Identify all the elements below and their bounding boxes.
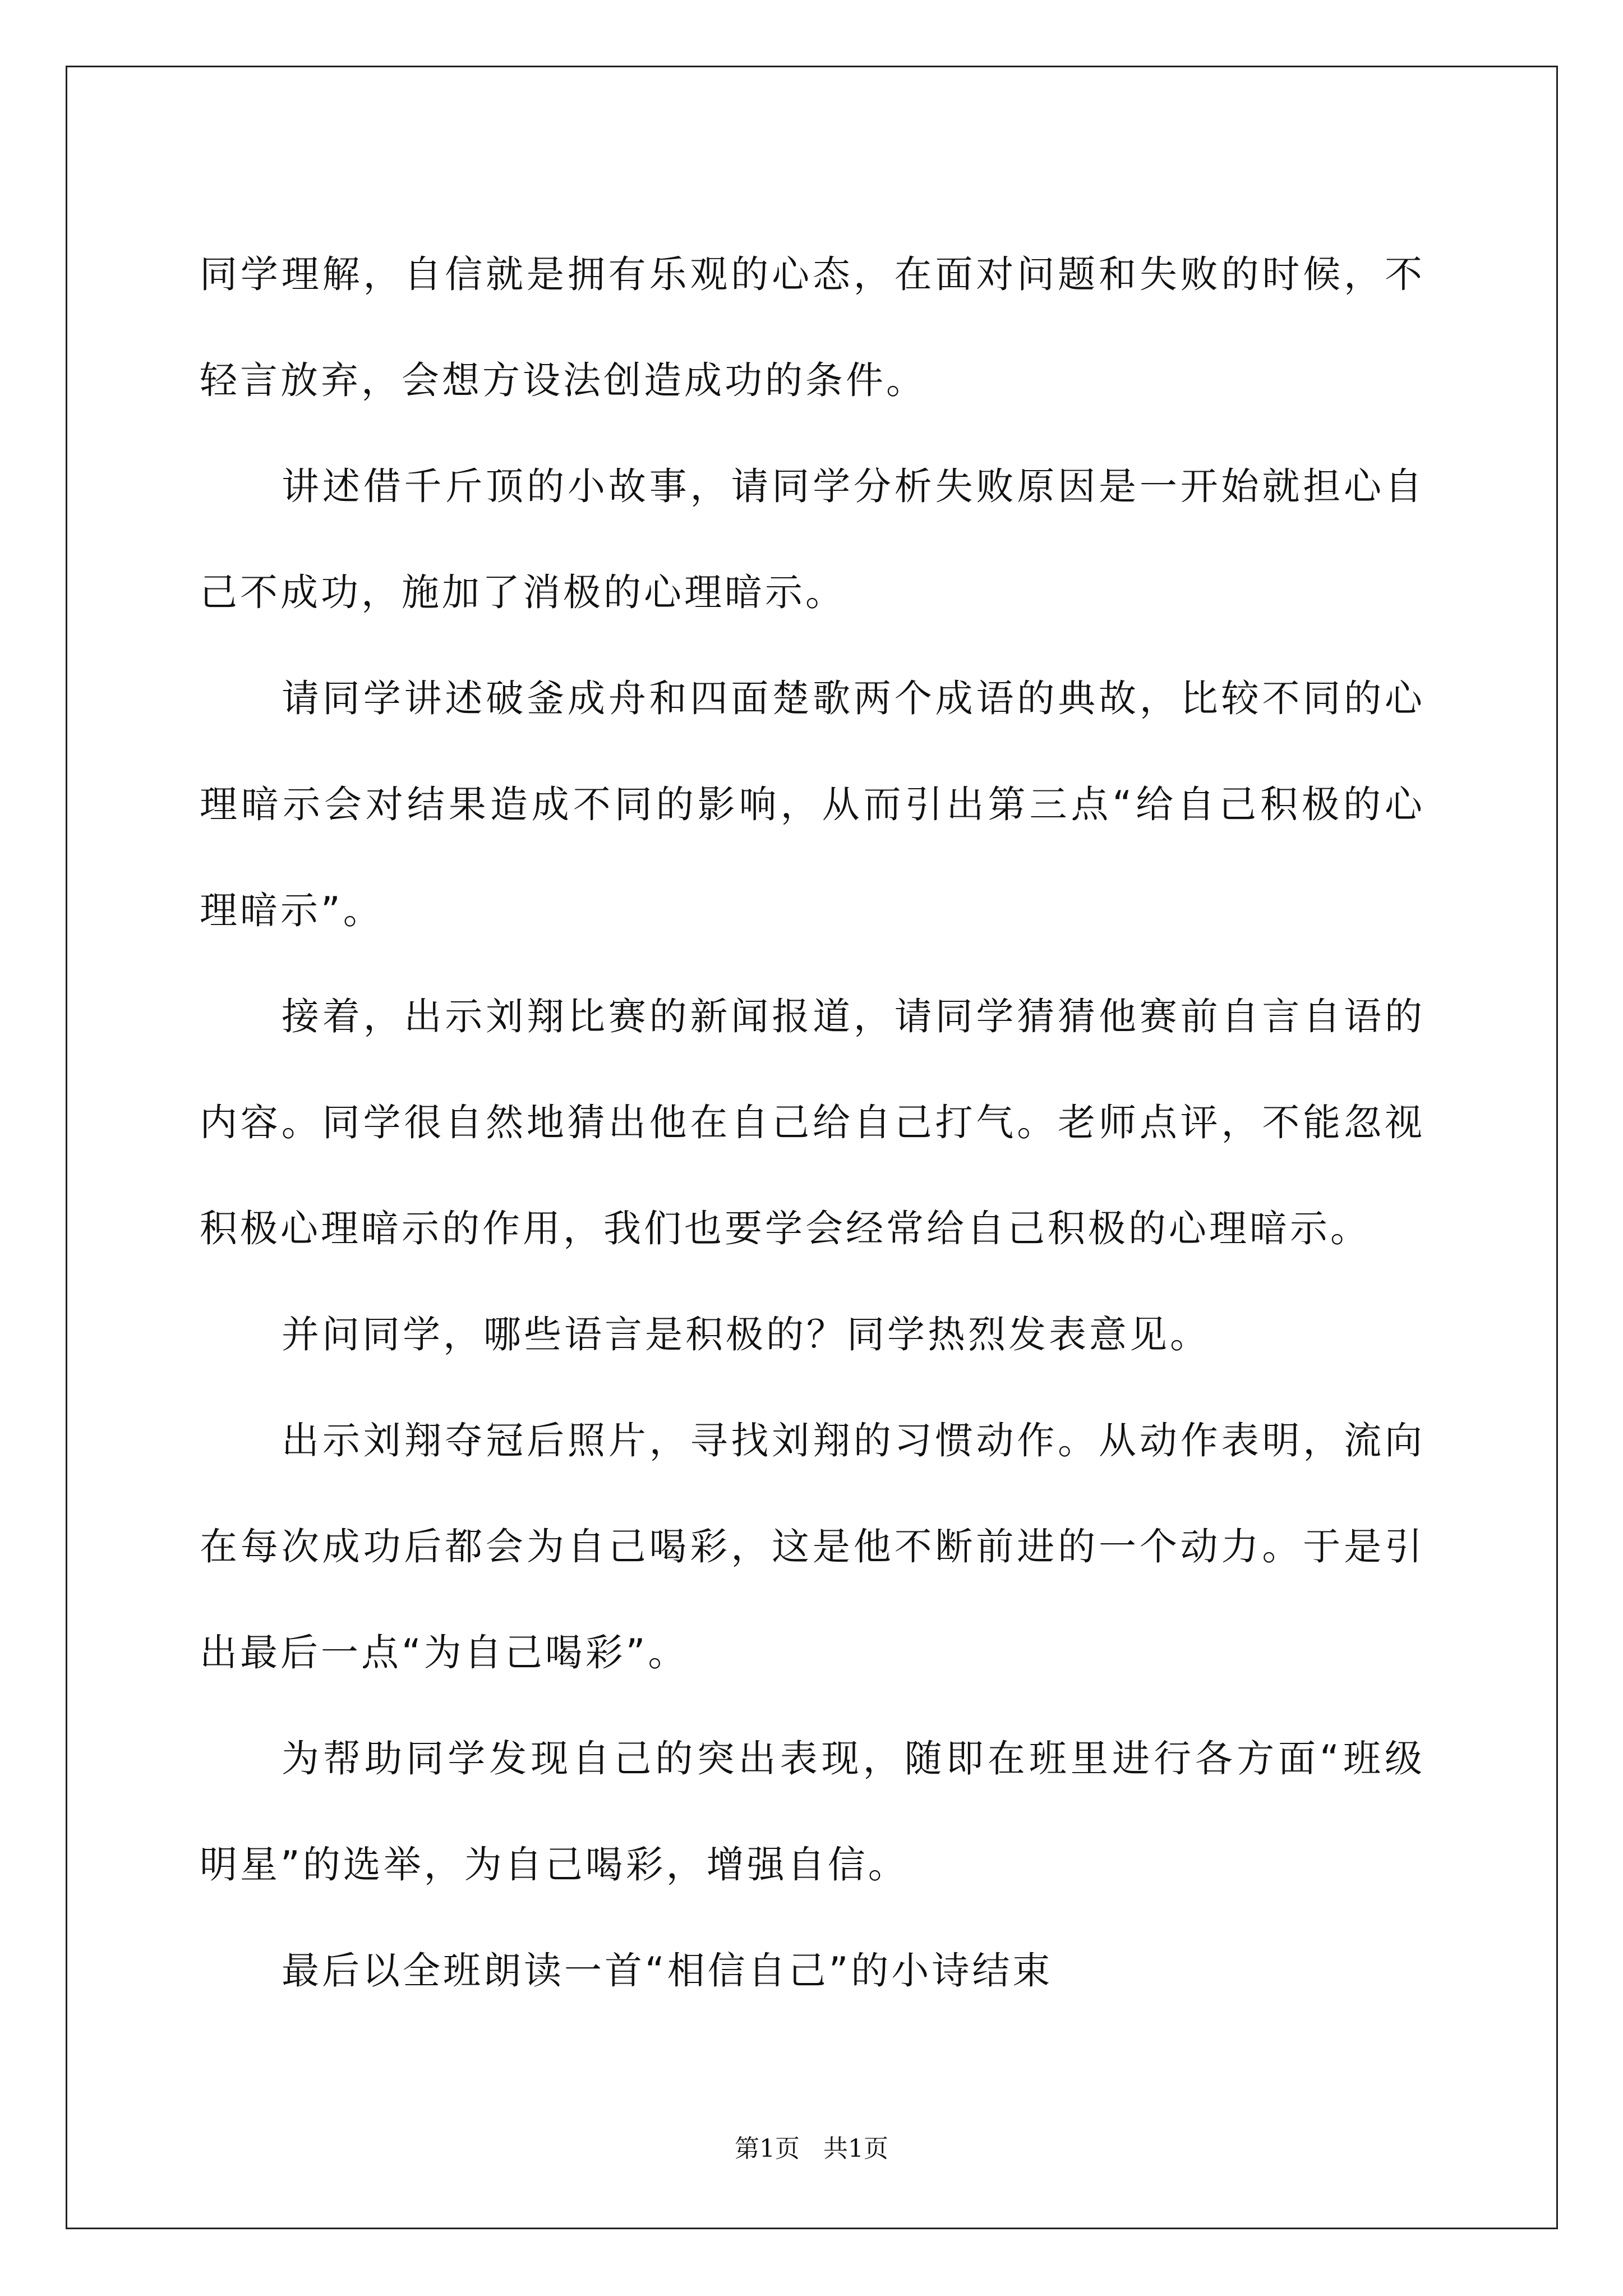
- paragraph-6: 出示刘翔夺冠后照片，寻找刘翔的习惯动作。从动作表明，流向在每次成功后都会为自己喝彩，这是他不断前进的一个动力。于是引出最后一点“为自己喝彩”。: [200, 1419, 1425, 1674]
- paragraph-1: 同学理解，自信就是拥有乐观的心态，在面对问题和失败的时候，不轻言放弃，会想方设法创造成功的条件。: [200, 252, 1425, 402]
- paragraph-3: 请同学讲述破釜成舟和四面楚歌两个成语的典故，比较不同的心理暗示会对结果造成不同的影响，从而引出第三点“给自己积极的心理暗示”。: [200, 677, 1425, 932]
- paragraph-7: 为帮助同学发现自己的突出表现，随即在班里进行各方面“班级明星”的选举，为自己喝彩，增强自信。: [200, 1737, 1425, 1887]
- paragraph-4: 接着，出示刘翔比赛的新闻报道，请同学猜猜他赛前自言自语的内容。同学很自然地猜出他在自己给自己打气。老师点评，不能忽视积极心理暗示的作用，我们也要学会经常给自己积极的心理暗示。: [200, 995, 1425, 1250]
- paragraph-2: 讲述借千斤顶的小故事，请同学分析失败原因是一开始就担心自己不成功，施加了消极的心理暗示。: [200, 464, 1425, 614]
- paragraph-5: 并问同学，哪些语言是积极的？同学热烈发表意见。: [282, 1313, 1210, 1356]
- document-body: [200, 222, 1425, 2024]
- paragraph-8: 最后以全班朗读一首“相信自己”的小诗结束: [282, 1949, 1053, 1993]
- page-number-footer: 第1页 共1页: [735, 2134, 888, 2163]
